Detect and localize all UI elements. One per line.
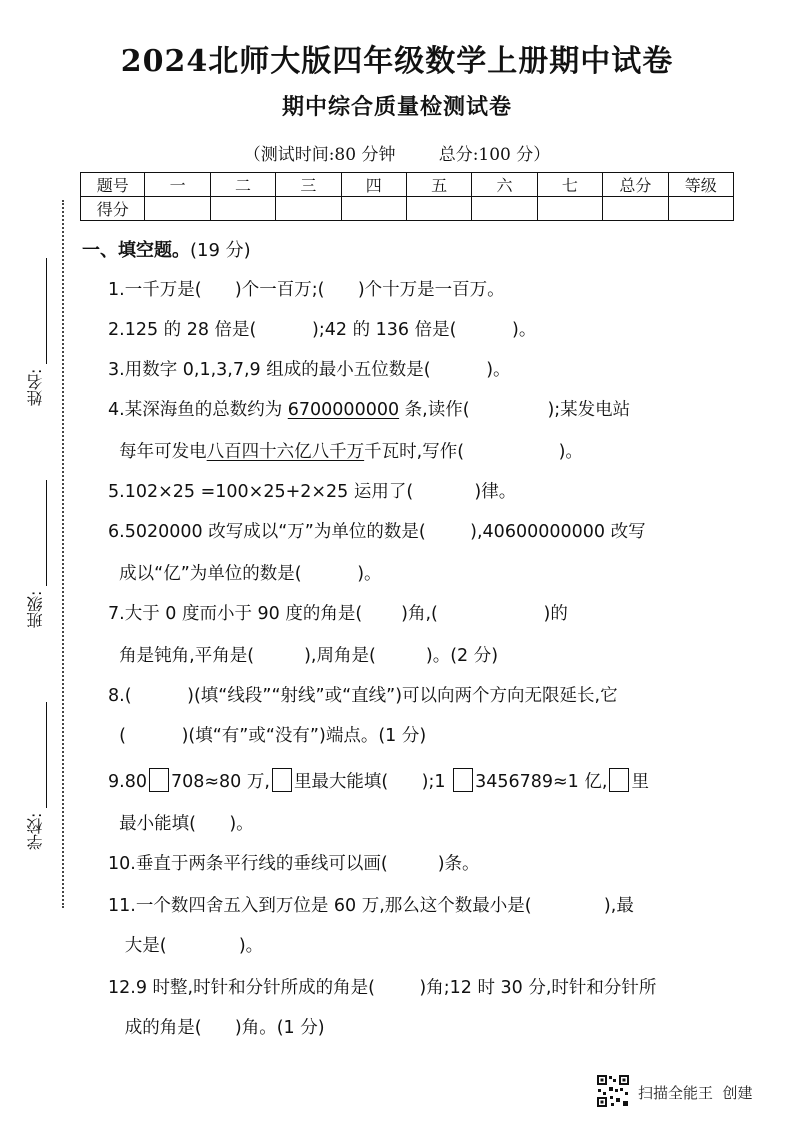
answer-box <box>149 768 169 792</box>
question-9-text: 3456789≈1 亿, <box>475 772 608 792</box>
score-header-cell: 七 <box>537 173 602 197</box>
page-title: 2024北师大版四年级数学上册期中试卷 <box>120 44 674 79</box>
question-9-text: 里 <box>631 772 649 792</box>
question-6-line-2: 成以“亿”为单位的数是( )。 <box>108 564 382 584</box>
score-cell <box>668 197 733 221</box>
question-4-text: 条,读作( );某发电站 <box>399 400 631 420</box>
question-11-line-1: 11.一个数四舍五入到万位是 60 万,那么这个数最小是( ),最 <box>108 896 634 916</box>
score-header-cell: 六 <box>472 173 537 197</box>
question-7-line-1: 7.大于 0 度而小于 90 度的角是( )角,( )的 <box>108 604 568 624</box>
score-header-cell: 五 <box>406 173 471 197</box>
binding-dotted-line <box>62 200 64 908</box>
section-1-title: 一、填空题。 <box>82 240 190 261</box>
score-cell <box>145 197 210 221</box>
question-4-line-2 <box>108 440 583 464</box>
score-header-cell: 四 <box>341 173 406 197</box>
score-cell <box>276 197 341 221</box>
page-subtitle: 期中综合质量检测试卷 <box>281 94 512 120</box>
question-4-text: 每年可发电 <box>108 442 207 462</box>
score-row-label: 得分 <box>81 197 145 221</box>
answer-box <box>453 768 473 792</box>
question-4-underlined-words: 八百四十六亿八千万 <box>206 442 365 462</box>
name-label: 姓名: <box>26 368 45 406</box>
school-label: 学校: <box>26 812 45 850</box>
score-header-cell: 等级 <box>668 173 733 197</box>
question-3: 3.用数字 0,1,3,7,9 组成的最小五位数是( )。 <box>108 360 511 380</box>
question-8-line-1: 8.( )(填“线段”“射线”或“直线”)可以向两个方向无限延长,它 <box>108 686 618 706</box>
score-cell <box>537 197 602 221</box>
qr-code-icon <box>596 1074 630 1108</box>
class-blank-line <box>46 480 47 586</box>
question-4-underlined-number: 6700000000 <box>287 400 400 420</box>
question-10: 10.垂直于两条平行线的垂线可以画( )条。 <box>108 854 480 874</box>
score-header-cell: 总分 <box>603 173 668 197</box>
score-header-cell: 一 <box>145 173 210 197</box>
question-4-line-1 <box>108 398 630 422</box>
section-1-points: (19 分) <box>190 240 251 261</box>
score-table <box>80 172 734 221</box>
score-cell <box>603 197 668 221</box>
score-table-score-row <box>81 197 734 221</box>
score-cell <box>210 197 275 221</box>
question-9-line-2: 最小能填( )。 <box>108 814 254 834</box>
answer-box <box>609 768 629 792</box>
score-cell <box>406 197 471 221</box>
question-9-text: 708≈80 万, <box>170 772 270 792</box>
score-cell <box>341 197 406 221</box>
scanner-watermark: 扫描全能王 创建 <box>638 1084 753 1102</box>
question-6-line-1: 6.5020000 改写成以“万”为单位的数是( ),40600000000 改写 <box>108 522 646 542</box>
class-label: 班级: <box>26 590 45 628</box>
question-9-text: 9.80 <box>108 772 147 792</box>
question-4-text: 千瓦时,写作( )。 <box>364 442 583 462</box>
name-blank-line <box>46 258 47 364</box>
question-8-line-2: ( )(填“有”或“没有”)端点。(1 分) <box>108 726 427 746</box>
question-7-line-2: 角是钝角,平角是( ),周角是( )。(2 分) <box>108 646 499 666</box>
score-table-header-row <box>81 173 734 197</box>
question-11-line-2: 大是( )。 <box>108 936 264 956</box>
question-9-line-1 <box>108 768 649 794</box>
score-header-cell: 二 <box>210 173 275 197</box>
section-1-heading <box>82 236 251 262</box>
score-header-cell: 题号 <box>81 173 145 197</box>
question-9-text: 里最大能填( );1 <box>293 772 452 792</box>
score-cell <box>472 197 537 221</box>
question-4-text: 4.某深海鱼的总数约为 <box>108 400 288 420</box>
question-1: 1.一千万是( )个一百万;( )个十万是一百万。 <box>108 280 505 300</box>
answer-box <box>272 768 292 792</box>
question-12-line-2: 成的角是( )角。(1 分) <box>108 1018 325 1038</box>
question-12-line-1: 12.9 时整,时针和分针所成的角是( )角;12 时 30 分,时针和分针所 <box>108 978 657 998</box>
score-header-cell: 三 <box>276 173 341 197</box>
question-5: 5.102×25 =100×25+2×25 运用了( )律。 <box>108 482 517 502</box>
question-2: 2.125 的 28 倍是( );42 的 136 倍是( )。 <box>108 320 537 340</box>
school-blank-line <box>46 702 47 808</box>
test-info: （测试时间:80 分钟 总分:100 分） <box>243 145 551 165</box>
